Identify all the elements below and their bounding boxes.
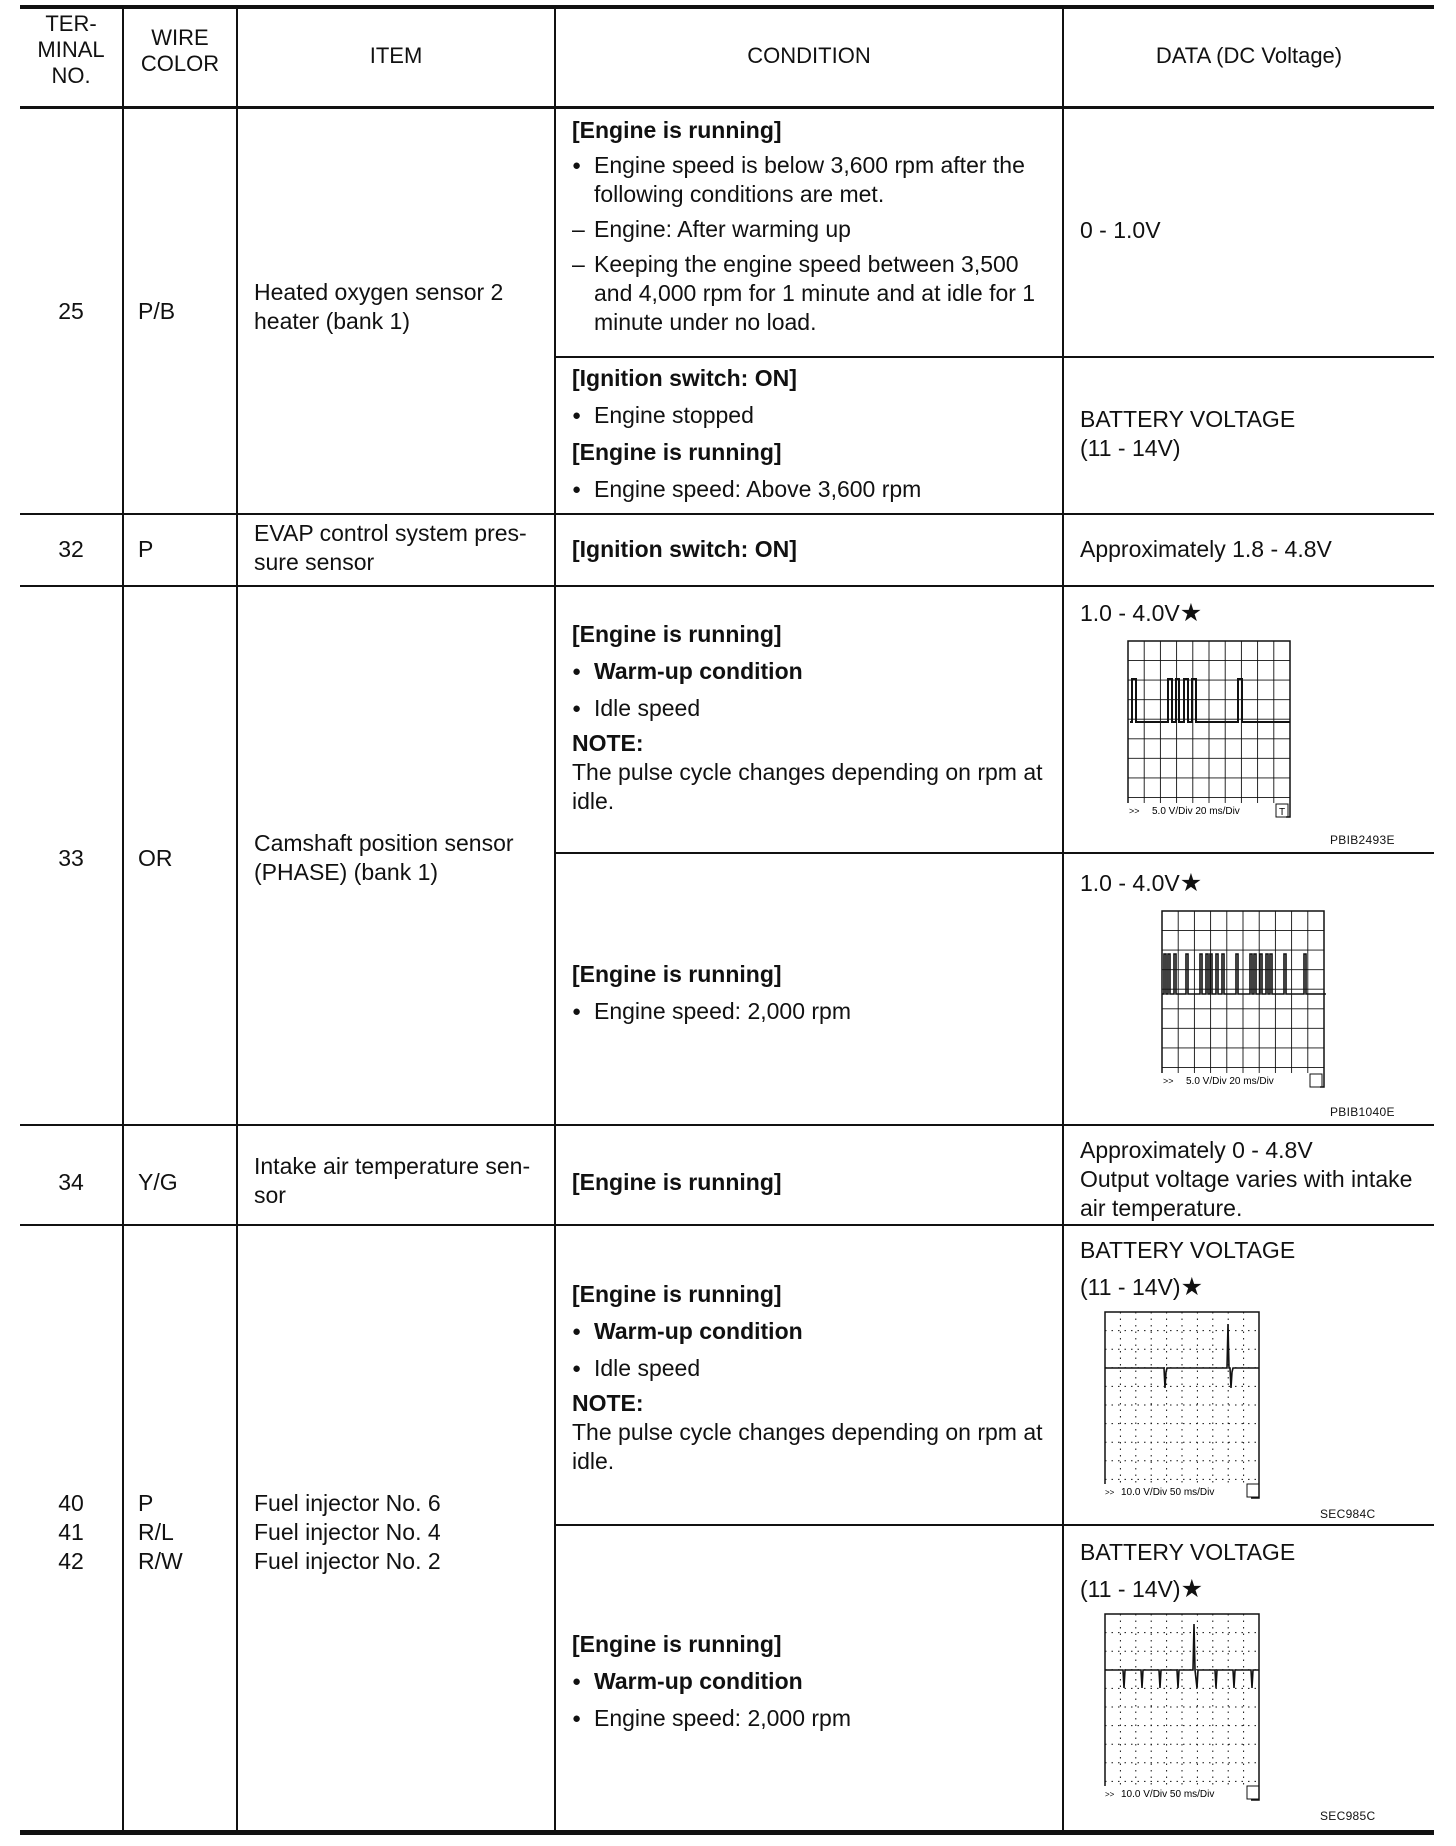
condition-line: and 4,000 rpm for 1 minute and at idle for 1 [594,280,1036,306]
data-line: BATTERY VOLTAGE [1080,1539,1296,1565]
data-line: (11 - 14V) [1080,1576,1181,1602]
condition-bullet: ● Warm-up condition [572,657,1057,686]
terminal-34: 34 [58,1169,84,1195]
note-label: NOTE: [572,730,644,756]
item-33 [254,829,549,887]
scope-prefix: >> [1129,806,1140,816]
condition-34: [Engine is running] [572,1169,782,1195]
condition-heading: [Engine is running] [572,961,782,987]
row-rule [20,1224,1434,1226]
terminal-number: 41 [58,1519,84,1545]
condition-bullet: ● Engine speed: 2,000 rpm [572,997,1057,1026]
figure-code: SEC984C [1320,1507,1376,1521]
item-line: Fuel injector No. 6 [254,1490,441,1516]
condition-line: following conditions are met. [594,181,885,207]
row-rule [20,513,1434,515]
item-line: Intake air temperature sen- [254,1153,531,1179]
terminal-25: 25 [58,298,84,324]
condition-dash: – Engine: After warming up [572,215,1057,244]
oscilloscope-waveform-33b [1160,909,1330,1089]
figure-code: SEC985C [1320,1809,1376,1823]
item-line: sor [254,1182,286,1208]
scope-scale-label: 10.0 V/Div 50 ms/Div [1121,1789,1215,1800]
condition-40b [572,1630,1057,1733]
item-line: Fuel injector No. 4 [254,1519,441,1545]
subrow-rule [555,356,1434,358]
waveform-trace [1130,679,1290,722]
terminal-33: 33 [58,845,84,871]
data-value: 1.0 - 4.0V [1080,870,1180,896]
condition-heading: [Engine is running] [572,439,782,465]
condition-heading: [Engine is running] [572,1631,782,1657]
condition-line: minute under no load. [594,309,817,335]
data-line: Approximately 0 - 4.8V [1080,1137,1313,1163]
ecm-terminal-table [20,5,1434,1835]
condition-bullet: ● Engine speed: 2,000 rpm [572,1704,1057,1733]
condition-33b [572,960,1057,1026]
column-rule [236,5,238,1830]
condition-33a [572,620,1057,816]
header-item: ITEM [369,43,423,68]
condition-bullet: ● Warm-up condition [572,1667,1057,1696]
oscilloscope-waveform-40a [1103,1310,1263,1500]
scope-prefix: >> [1163,1076,1174,1086]
header-bottom-rule [20,106,1434,109]
condition-25b [572,364,1057,504]
header-wire-line: WIRE [151,25,209,50]
terminal-number: 42 [58,1548,84,1574]
row-rule [20,585,1434,587]
condition-line: – Keeping the engine speed between 3,500 [594,251,1019,277]
star-icon: ★ [1179,599,1203,627]
row-rule [20,1124,1434,1126]
wire-color: R/W [138,1548,183,1574]
data-line: BATTERY VOLTAGE [1080,406,1296,432]
star-icon: ★ [1180,1575,1203,1603]
condition-dash [572,250,1057,337]
scope-scale-label: 5.0 V/Div 20 ms/Div [1152,806,1240,817]
wire-colors-40-42 [138,1489,183,1576]
data-line: air temperature. [1080,1195,1243,1221]
note-text [572,1418,1057,1476]
item-line: Fuel injector No. 2 [254,1548,441,1574]
star-icon: ★ [1180,1273,1203,1301]
condition-32: [Ignition switch: ON] [572,536,797,562]
wire-color: P [138,1490,154,1516]
condition-heading: [Engine is running] [572,1281,782,1307]
waveform-trace [1162,954,1326,994]
oscilloscope-waveform-40b [1103,1612,1263,1802]
data-line: (11 - 14V) [1080,1274,1181,1300]
header-terminal-no [20,11,122,89]
figure-code: PBIB1040E [1330,1105,1395,1119]
wire-color-34: Y/G [138,1169,178,1195]
data-33b-value [1080,869,1202,898]
header-terminal-line: MINAL [37,37,105,62]
items-40-42 [254,1489,549,1576]
note-line: idle. [572,788,615,814]
terminal-32: 32 [58,536,84,562]
condition-heading: [Engine is running] [572,117,782,143]
item-line: sure sensor [254,549,375,575]
note-line: The pulse cycle changes depending on rpm at [572,1419,1043,1445]
note-line: The pulse cycle changes depending on rpm at [572,759,1043,785]
note-label: NOTE: [572,1390,644,1416]
condition-40a [572,1280,1057,1476]
terminals-40-42 [20,1489,122,1576]
column-rule [554,5,556,1830]
condition-bullet [572,151,1057,209]
condition-heading: [Ignition switch: ON] [572,365,797,391]
item-line: Heated oxygen sensor 2 [254,279,504,305]
data-line: Output voltage varies with intake [1080,1166,1413,1192]
item-line: (PHASE) (bank 1) [254,859,439,885]
subrow-rule [555,852,1434,854]
item-line: Camshaft position sensor [254,830,514,856]
data-40b-value [1080,1538,1295,1604]
header-terminal-line: NO. [51,63,91,88]
condition-bullet: ● Idle speed [572,1354,1057,1383]
note-line: idle. [572,1448,615,1474]
scope-corner-label: T [1279,807,1286,818]
data-value: 1.0 - 4.0V [1080,600,1180,626]
data-40a-value [1080,1236,1295,1302]
item-32 [254,519,549,577]
data-34 [1080,1136,1432,1223]
item-line: EVAP control system pres- [254,520,527,546]
oscilloscope-waveform-33a [1126,639,1296,819]
table-top-rule [20,5,1434,9]
subrow-rule [555,1524,1434,1526]
data-25a: 0 - 1.0V [1080,217,1161,243]
wire-color-32: P [138,536,154,562]
scope-prefix: >> [1105,1488,1115,1497]
header-wire-color [124,25,236,77]
star-icon: ★ [1179,869,1203,897]
data-33a-value [1080,599,1202,628]
wire-color-33: OR [138,845,173,871]
data-line: (11 - 14V) [1080,435,1181,461]
data-32: Approximately 1.8 - 4.8V [1080,536,1332,562]
item-25 [254,278,549,336]
header-terminal-line: TER- [45,11,97,36]
table-bottom-rule [20,1830,1434,1835]
data-line: BATTERY VOLTAGE [1080,1237,1296,1263]
scope-prefix: >> [1105,1790,1115,1799]
header-condition: CONDITION [747,43,871,68]
scope-scale-label: 10.0 V/Div 50 ms/Div [1121,1487,1215,1498]
header-data: DATA (DC Voltage) [1155,43,1343,68]
condition-bullet: ● Engine stopped [572,401,1057,430]
condition-bullet: ● Engine speed: Above 3,600 rpm [572,475,1057,504]
condition-bullet: ● Idle speed [572,694,1057,723]
scope-scale-label: 5.0 V/Div 20 ms/Div [1186,1076,1274,1087]
item-line: heater (bank 1) [254,308,410,334]
condition-line: ● Engine speed is below 3,600 rpm after the [594,152,1025,178]
column-rule [122,5,124,1830]
header-wire-line: COLOR [140,51,220,76]
column-rule [1062,5,1064,1830]
note-text [572,758,1057,816]
data-25b [1080,405,1295,463]
wire-color-25: P/B [138,298,176,324]
terminal-number: 40 [58,1490,84,1516]
figure-code: PBIB2493E [1330,833,1395,847]
condition-25a [572,116,1057,337]
wire-color: R/L [138,1519,174,1545]
condition-heading: [Engine is running] [572,621,782,647]
condition-bullet: ● Warm-up condition [572,1317,1057,1346]
item-34 [254,1152,549,1210]
